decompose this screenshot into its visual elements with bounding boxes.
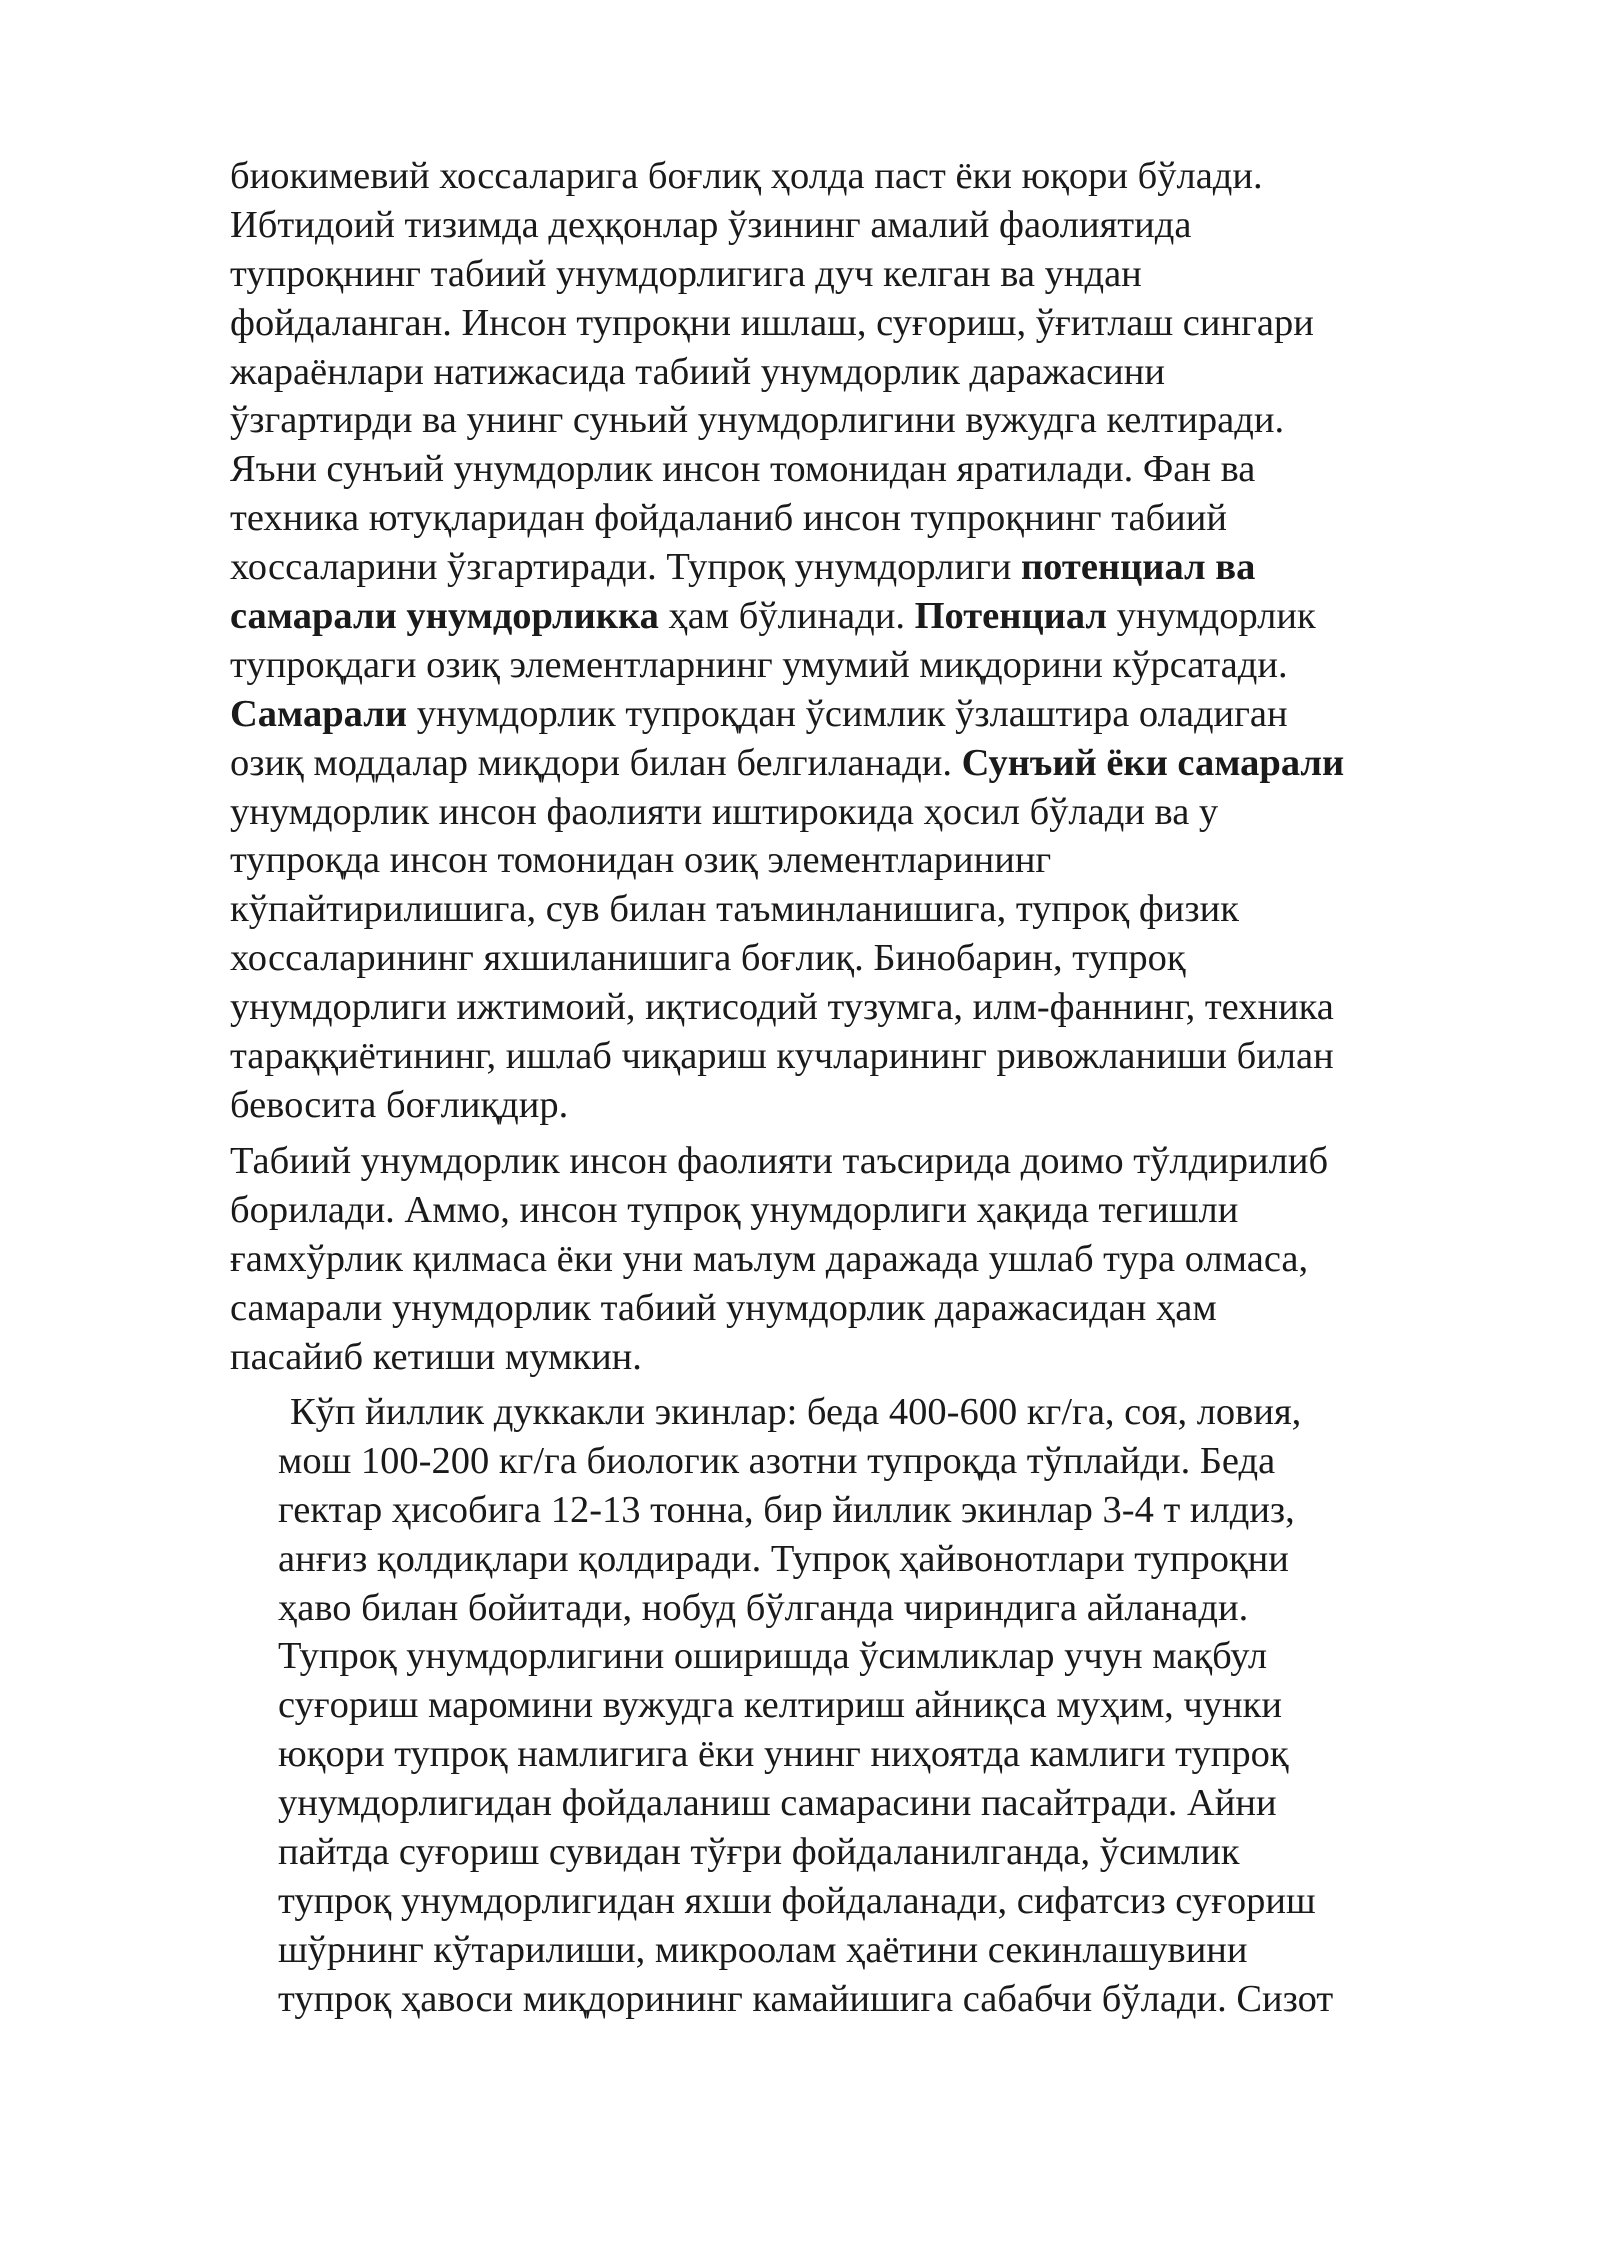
text-segment: Тупроқ унумдорлигини оширишда ўсимликлар учун мақбул: [278, 1635, 1268, 1678]
text-line: [230, 152, 1490, 201]
text-line: [230, 299, 1490, 348]
text-segment: унумдорлик инсон фаолияти иштирокида ҳосил бўлади ва у: [230, 790, 1219, 833]
bold-term: Самарали: [230, 692, 408, 735]
text-line: [278, 1486, 1508, 1535]
text-segment: техника ютуқларидан фойдаланиб инсон тупроқнинг табиий: [230, 497, 1227, 540]
text-line: [278, 1828, 1508, 1877]
text-line: [278, 1632, 1508, 1681]
text-line: [278, 1535, 1508, 1584]
text-segment: хоссаларининг яхшиланишига боғлиқ. Бинобарин, тупроқ: [230, 937, 1186, 980]
text-segment: суғориш маромини вужудга келтириш айниқса муҳим, чунки: [278, 1684, 1282, 1727]
text-segment: пасайиб кетиши мумкин.: [230, 1335, 642, 1378]
bold-term: самарали унумдорликка: [230, 595, 659, 638]
text-line: [230, 836, 1490, 885]
text-segment: тараққиётининг, ишлаб чиқариш кучларининг ривожланиши билан: [230, 1035, 1334, 1078]
text-segment: тупроқ ҳавоси миқдорининг камайишига сабабчи бўлади. Сизот: [278, 1977, 1334, 2020]
text-segment: гектар ҳисобига 12-13 тонна, бир йиллик экинлар 3-4 т илдиз,: [278, 1488, 1295, 1531]
text-line: [230, 1032, 1490, 1081]
text-line: [230, 983, 1490, 1032]
text-segment: борилади. Аммо, инсон тупроқ унумдорлиги ҳақида тегишли: [230, 1188, 1239, 1231]
text-segment: юқори тупроқ намлигига ёки унинг ниҳоятда камлиги тупроқ: [278, 1733, 1289, 1776]
text-line: [230, 690, 1490, 739]
text-line: [230, 494, 1490, 543]
text-segment: унумдорлик: [1107, 595, 1316, 638]
text-line: [278, 1681, 1508, 1730]
text-segment: озиқ моддалар миқдори билан белгиланади.: [230, 741, 962, 784]
text-line: [230, 1186, 1490, 1235]
paragraph-fertility-types: [230, 152, 1490, 1130]
text-segment: тупроқ унумдорлигидан яхши фойдаланади, сифатсиз суғориш: [278, 1879, 1316, 1922]
text-segment: Яъни сунъий унумдорлик инсон томонидан яратилади. Фан ва: [230, 448, 1256, 491]
text-line: [230, 201, 1490, 250]
text-line: [230, 592, 1490, 641]
text-line: [230, 934, 1490, 983]
text-line: [278, 1779, 1508, 1828]
text-segment: хоссаларини ўзгартиради. Тупроқ унумдорлиги: [230, 546, 1021, 589]
text-line: [230, 250, 1490, 299]
text-line: [230, 885, 1490, 934]
text-segment: самарали унумдорлик табиий унумдорлик даражасидан ҳам: [230, 1286, 1217, 1329]
text-line: [230, 1333, 1490, 1382]
text-line: [230, 543, 1490, 592]
text-line: [230, 1137, 1490, 1186]
text-line: [230, 641, 1490, 690]
text-line: [278, 1877, 1508, 1926]
text-line: [230, 1235, 1490, 1284]
text-segment: шўрнинг кўтарилиши, микроолам ҳаётини секинлашувини: [278, 1928, 1248, 1971]
text-segment: унумдорлик тупроқдан ўсимлик ўзлаштира оладиган: [407, 692, 1288, 735]
text-segment: бевосита боғлиқдир.: [230, 1083, 569, 1126]
text-segment: жараёнлари натижасида табиий унумдорлик даражасини: [230, 350, 1165, 393]
text-segment: кўпайтирилишига, сув билан таъминланишига, тупроқ физик: [230, 888, 1239, 931]
text-line: [230, 1284, 1490, 1333]
text-segment: тупроқда инсон томонидан озиқ элементларининг: [230, 839, 1052, 882]
text-segment: биокимевий хоссаларига боғлиқ ҳолда паст ёки юқори бўлади.: [230, 155, 1263, 197]
text-line: [278, 1437, 1508, 1486]
text-line: [230, 445, 1490, 494]
text-line: [278, 1584, 1508, 1633]
text-segment: тупроқдаги озиқ элементларнинг умумий миқдорини кўрсатади.: [230, 643, 1288, 686]
text-segment: Табиий унумдорлик инсон фаолияти таъсирида доимо тўлдирилиб: [230, 1140, 1329, 1182]
text-line: [230, 396, 1490, 445]
bold-term: потенциал ва: [1021, 546, 1256, 589]
text-segment: ҳаво билан бойитади, нобуд бўлганда чириндига айланади.: [278, 1586, 1249, 1629]
text-line: [278, 1926, 1508, 1975]
text-segment: ҳам бўлинади.: [658, 595, 915, 638]
text-segment: унумдорлигидан фойдаланиш самарасини пасайтради. Айни: [278, 1782, 1277, 1825]
text-line: [278, 1388, 1508, 1437]
text-segment: мош 100-200 кг/га биологик азотни тупроқда тўплайди. Беда: [278, 1439, 1276, 1482]
text-line: [230, 348, 1490, 397]
text-segment: ўзгартирди ва унинг суньий унумдорлигини вужудга келтиради.: [230, 399, 1285, 442]
text-segment: унумдорлиги ижтимоий, иқтисодий тузумга, илм-фаннинг, техника: [230, 986, 1334, 1029]
text-segment: анғиз қолдиқлари қолдиради. Тупроқ ҳайвонотлари тупроқни: [278, 1537, 1289, 1580]
text-segment: фойдаланган. Инсон тупроқни ишлаш, суғориш, ўғитлаш сингари: [230, 301, 1314, 344]
text-segment: ғамхўрлик қилмаса ёки уни маълум даражада ушлаб тура олмаса,: [230, 1237, 1309, 1280]
text-line: [230, 739, 1490, 788]
text-line: [278, 1730, 1508, 1779]
paragraph-legumes-irrigation: [278, 1388, 1508, 2024]
text-line: [230, 788, 1490, 837]
paragraph-natural-fertility: [230, 1137, 1490, 1381]
text-segment: тупроқнинг табиий унумдорлигига дуч келган ва ундан: [230, 252, 1142, 295]
text-line: [230, 1081, 1490, 1130]
text-line: [278, 1975, 1508, 2024]
text-segment: Ибтидоий тизимда деҳқонлар ўзининг амалий фаолиятида: [230, 203, 1192, 246]
bold-term: Сунъий ёки самарали: [961, 741, 1345, 784]
bold-term: Потенциал: [914, 595, 1108, 638]
text-segment: пайтда суғориш сувидан тўғри фойдаланилганда, ўсимлик: [278, 1831, 1240, 1874]
text-segment: Кўп йиллик дуккакли экинлар: беда 400-600 кг/га, соя, ловия,: [290, 1391, 1302, 1433]
